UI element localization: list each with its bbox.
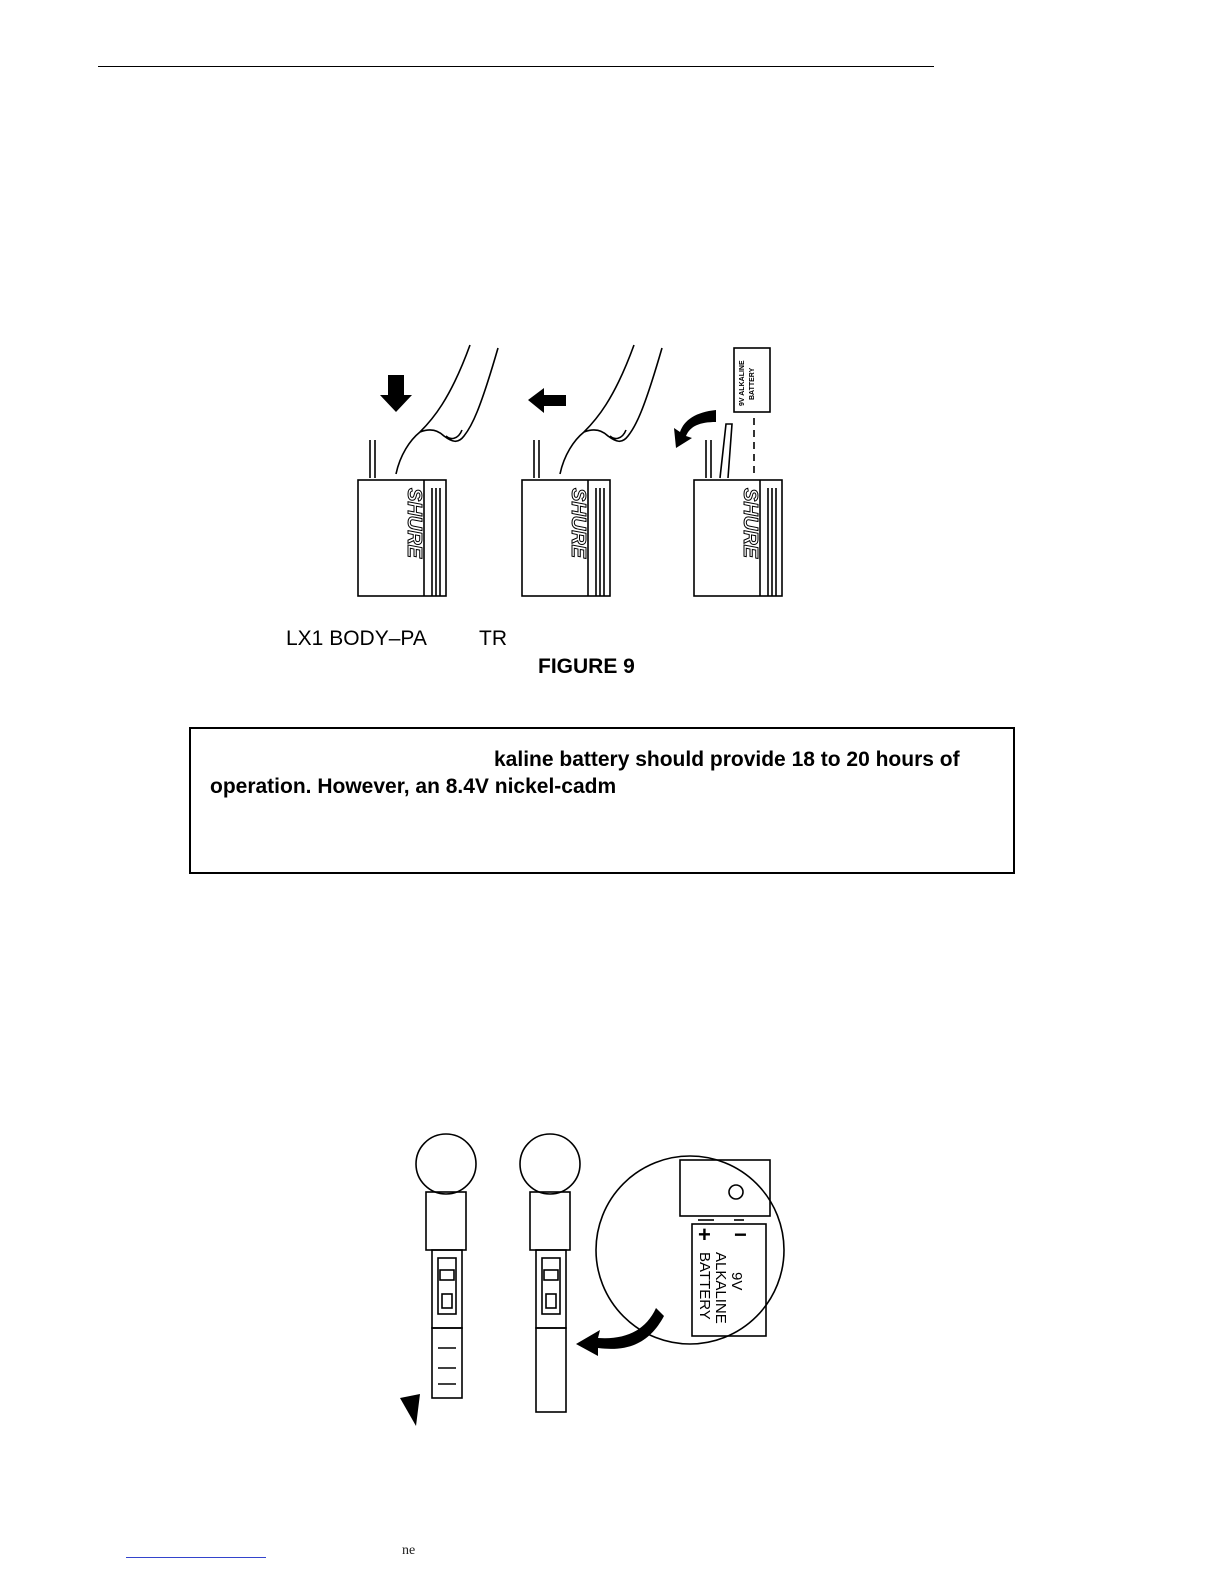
shure-logo-3: SHURE: [739, 488, 761, 559]
figure-9-title: FIGURE 9: [538, 655, 635, 678]
footer-text: ne: [402, 1543, 416, 1558]
plus-sign: +: [698, 1222, 711, 1247]
figure-9-caption-part1: LX1 BODY–PA: [286, 627, 427, 650]
shure-logo-2: SHURE: [567, 488, 589, 559]
bodypack-2: [522, 440, 610, 596]
figure-9-illustration: [340, 340, 810, 605]
mag-battery-label-2: ALKALINE: [712, 1252, 729, 1324]
figure-9-caption-part2: TR: [479, 627, 507, 650]
bodypack-3: [694, 424, 782, 596]
battery-label-2: BATTERY: [749, 367, 756, 400]
pull-down-arrow-icon: [400, 1394, 420, 1426]
shure-logo-1: SHURE: [403, 488, 425, 559]
left-arrow-icon: [528, 388, 566, 413]
note-line-2: operation. However, an 8.4V nickel-cadm: [210, 775, 617, 798]
mag-battery-label-3: BATTERY: [696, 1252, 713, 1320]
figure-10-illustration: [380, 1130, 830, 1430]
handheld-mic-1: [416, 1134, 476, 1398]
down-arrow-icon: [380, 375, 412, 412]
mag-battery-label-1: 9V: [728, 1272, 745, 1291]
footer-link[interactable]: [126, 1557, 266, 1558]
battery-label-1: 9V ALKALINE: [739, 360, 746, 406]
handheld-mic-2: [520, 1134, 580, 1412]
battery-note-box: [189, 727, 1015, 874]
curved-arrow-icon: [674, 410, 716, 448]
hand-1: [396, 345, 498, 474]
minus-sign: −: [734, 1222, 747, 1247]
bodypack-1: [358, 440, 446, 596]
magnified-view: [596, 1156, 784, 1344]
hand-2: [560, 345, 662, 474]
note-line-1: kaline battery should provide 18 to 20 hours of: [494, 748, 960, 771]
top-rule: [98, 66, 934, 67]
curved-arrow-icon-2: [576, 1308, 664, 1356]
